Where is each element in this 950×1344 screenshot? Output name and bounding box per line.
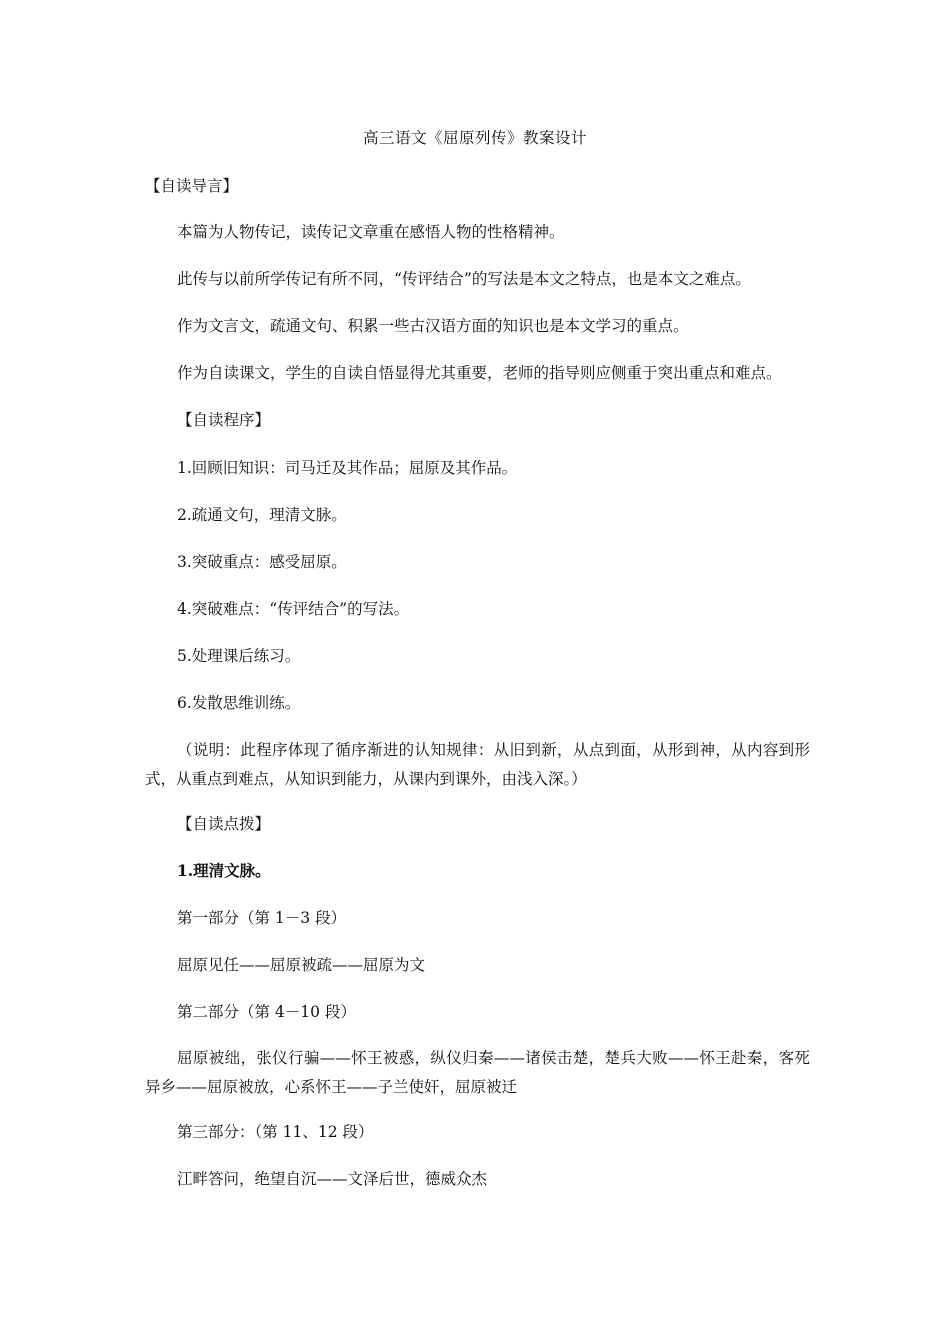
part-label: 第三部分：（第 11、12 段）	[177, 1123, 374, 1141]
part-content: 屈原被绌，张仪行骗——怀王被惑，纵仪归秦——诸侯击楚，楚兵大败——怀王赴秦，客死异乡——屈原被放，心系怀王——子兰使奸，屈原被迁	[145, 1049, 810, 1096]
intro-paragraph: 此传与以前所学传记有所不同，“传评结合”的写法是本文之特点，也是本文之难点。	[177, 270, 751, 288]
document-title: 高三语文《屈原列传》教案设计	[362, 129, 587, 147]
section-heading-intro: 【自读导言】	[145, 177, 239, 195]
procedure-step: 1.回顾旧知识：司马迁及其作品；屈原及其作品。	[177, 459, 518, 477]
part-label: 第一部分（第 1－3 段）	[177, 909, 347, 927]
procedure-step: 4.突破难点：“传评结合”的写法。	[177, 600, 410, 618]
part-label: 第二部分（第 4－10 段）	[177, 1003, 356, 1021]
part-content: 屈原见任——屈原被疏——屈原为文	[177, 956, 426, 974]
procedure-step: 6.发散思维训练。	[177, 694, 301, 712]
intro-paragraph: 本篇为人物传记，读传记文章重在感悟人物的性格精神。	[177, 223, 565, 241]
intro-paragraph: 作为文言文，疏通文句、积累一些古汉语方面的知识也是本文学习的重点。	[177, 317, 689, 335]
guidance-sub-heading: 1.理清文脉。	[177, 861, 271, 880]
procedure-step: 5.处理课后练习。	[177, 647, 301, 665]
part-content: 江畔答问，绝望自沉——文泽后世，德威众杰	[177, 1170, 488, 1188]
section-heading-guidance: 【自读点拨】	[177, 815, 271, 833]
intro-paragraph: 作为自读课文，学生的自读自悟显得尤其重要，老师的指导则应侧重于突出重点和难点。	[177, 364, 782, 382]
procedure-note: （说明：此程序体现了循序渐进的认知规律：从旧到新，从点到面，从形到神，从内容到形式，从重点到难点，从知识到能力，从课内到课外，由浅入深。）	[145, 741, 810, 788]
procedure-step: 2.疏通文句，理清文脉。	[177, 506, 347, 524]
procedure-step: 3.突破重点：感受屈原。	[177, 553, 347, 571]
section-heading-procedure: 【自读程序】	[177, 411, 271, 429]
